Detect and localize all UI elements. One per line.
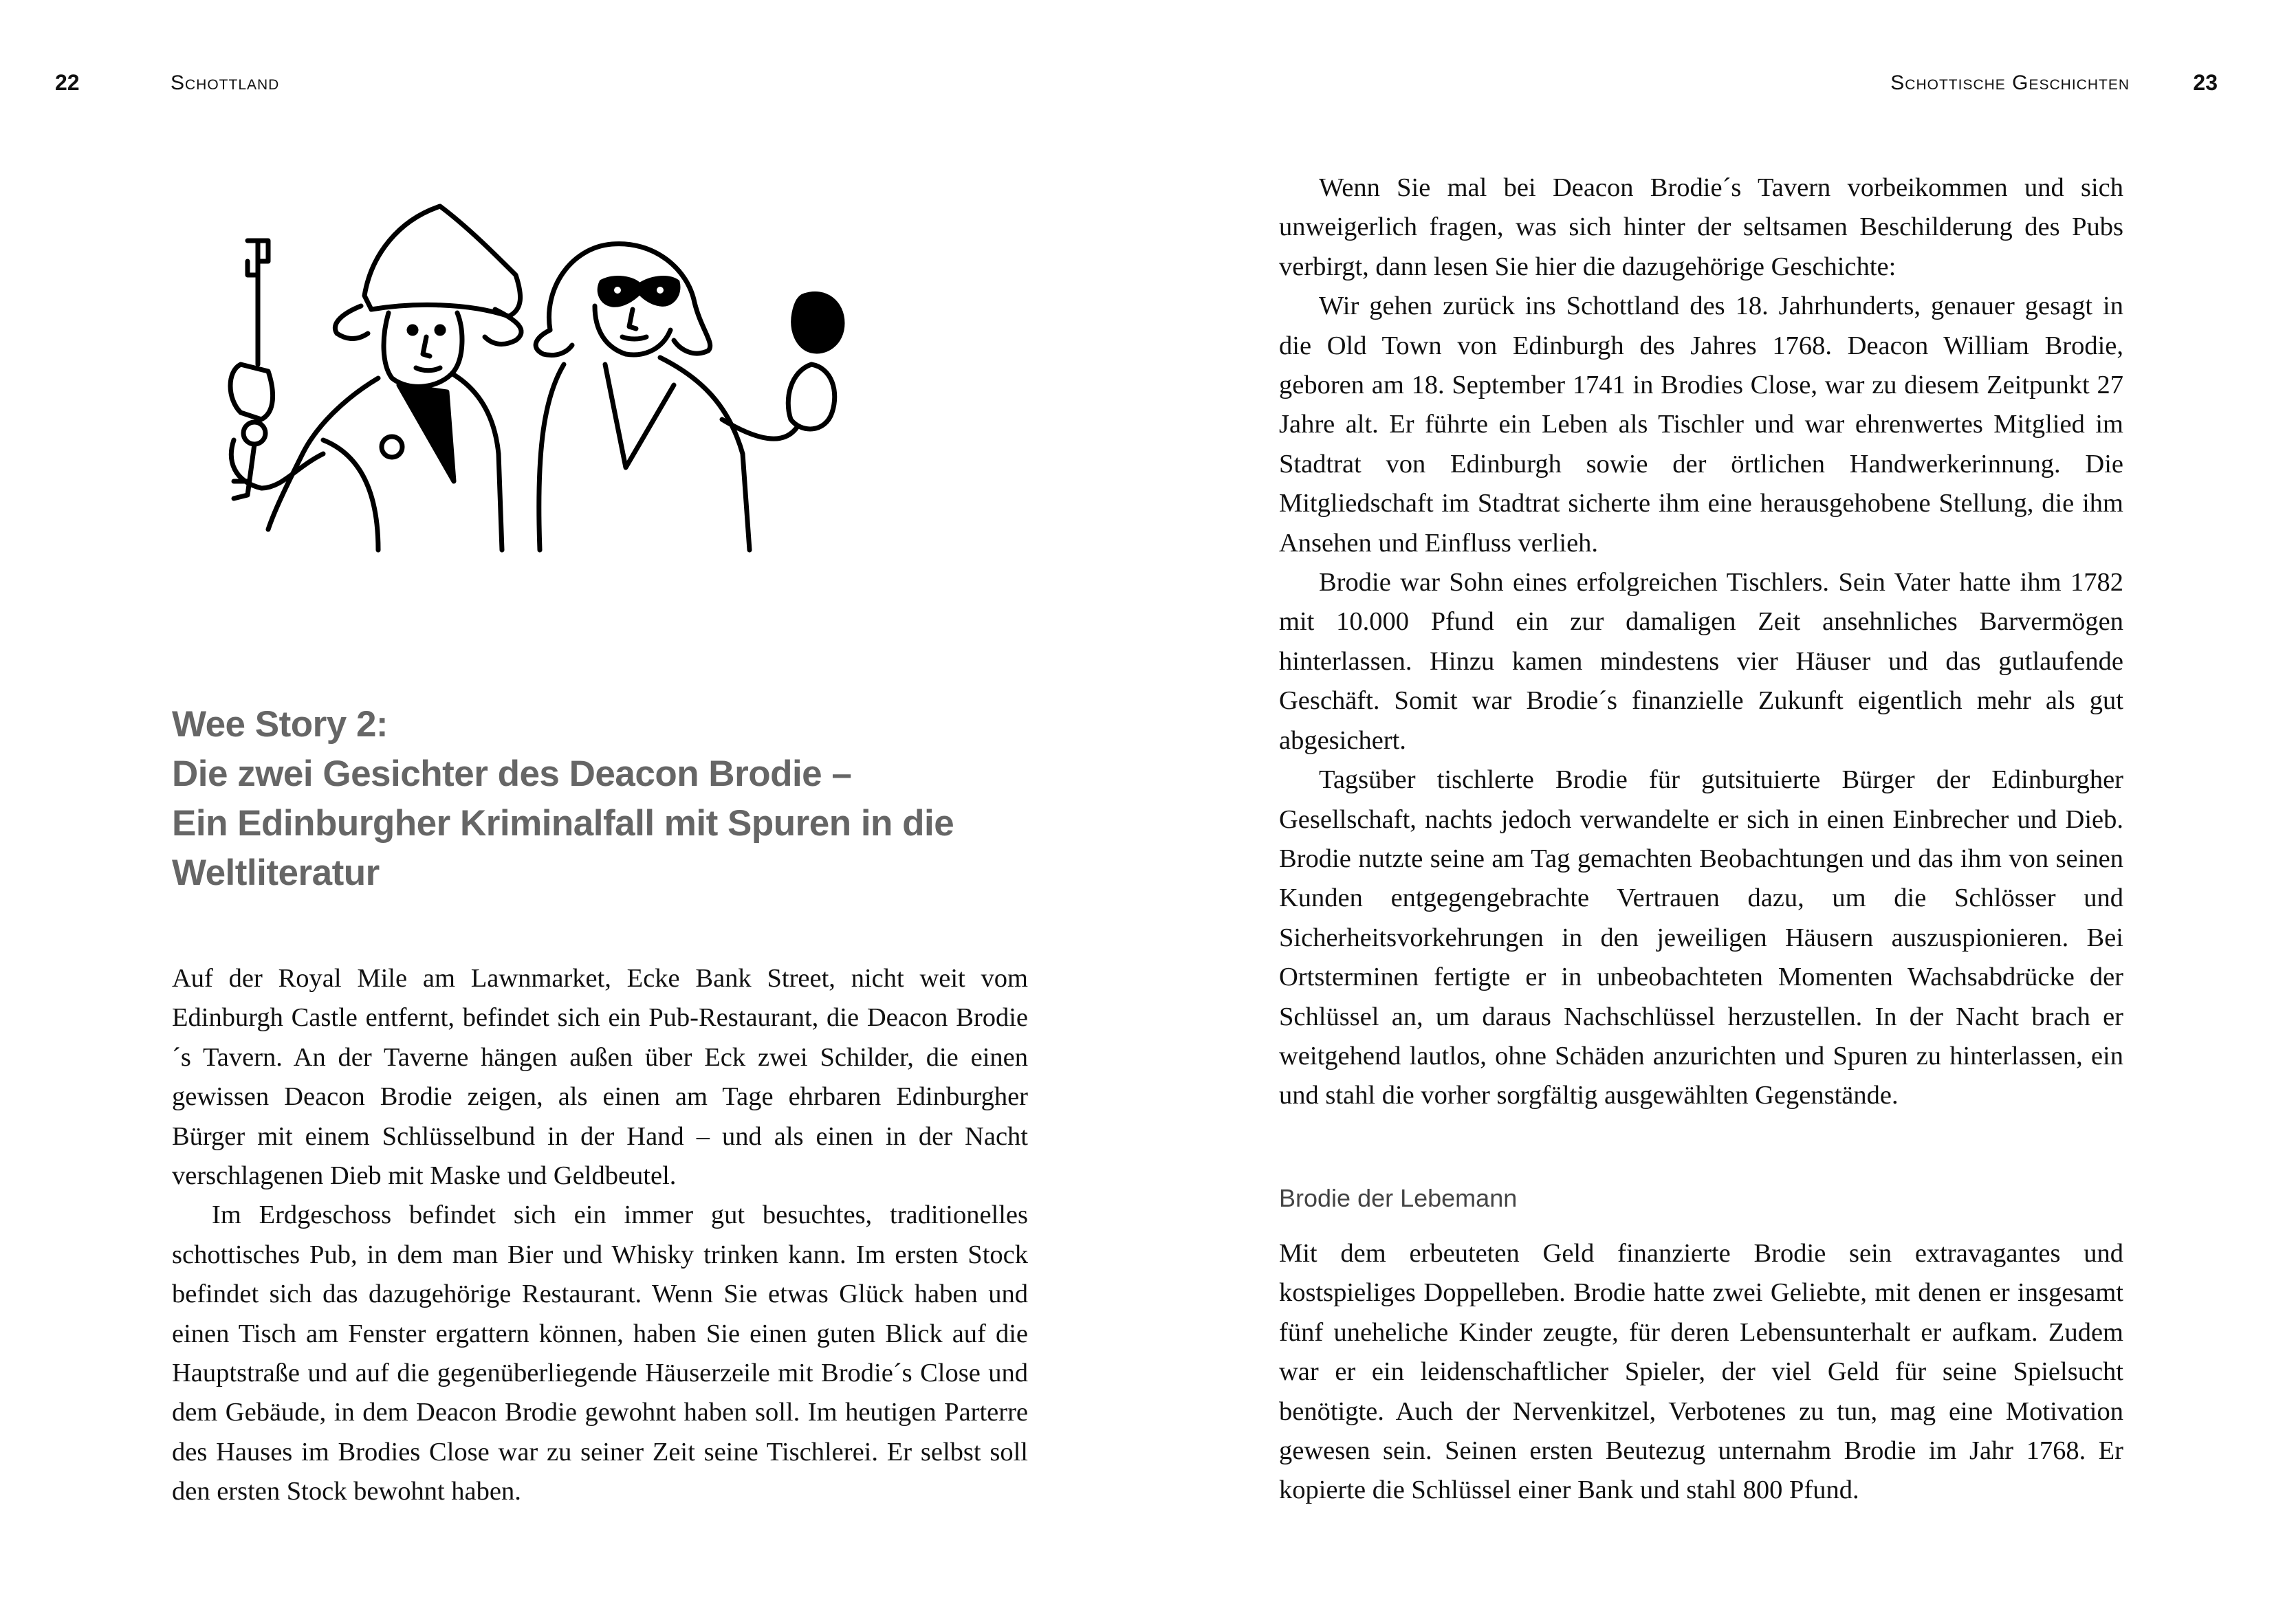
- right-coat: [539, 364, 564, 550]
- key-icon: [248, 241, 268, 364]
- left-hair: [335, 306, 368, 339]
- story-title-line: Weltliteratur: [172, 853, 380, 893]
- money-bag-icon: [788, 364, 835, 429]
- section-subheading: Brodie der Lebemann: [1279, 1184, 1518, 1212]
- deacon-brodie-illustration: [220, 193, 949, 619]
- running-head: Schottland: [171, 72, 280, 94]
- paragraph: Auf der Royal Mile am Lawnmarket, Ecke Bank Street, nicht weit vom Edinburgh Castle entfernt, befindet sich ein Pub-Restaurant, die Deacon Brodie´s Tavern. An der Taverne hängen außen über Eck zwei Schilder, die einen gewissen Deacon Brodie zeigen, als einen am Tage ehrbaren Edinburgher Bürger mit einem Schlüsselbund in der Hand – und als einen in der Nacht verschlagenen Dieb mit Maske und Geldbeutel.: [172, 964, 1028, 1191]
- paragraph: Wir gehen zurück ins Schottland des 18. Jahrhunderts, genauer gesagt in die Old Town von Edinburgh des Jahres 1768. Deacon William Brodie, geboren am 18. September 1741 in Brodies Close, war zu diesem Zeitpunkt 27 Jahre alt. Er führte ein Leben als Tischler und war ehrenwertes Mitglied im Stadtrat von Edinburgh sowie der örtlichen Handwerkerinnung. Die Mitgliedschaft im Stadtrat sicherte ihm eine herausgehobene Stellung, die ihm Ansehen und Einfluss verlieh.: [1279, 292, 2123, 558]
- story-title-line: Wee Story 2:: [172, 704, 389, 745]
- page-number: 23: [2193, 70, 2218, 95]
- paragraph: Mit dem erbeuteten Geld finanzierte Brodie sein extravagantes und kostspieliges Doppelleben. Brodie hatte zwei Geliebte, mit denen er insgesamt fünf uneheliche Kinder zeugte, für deren Lebensunterhalt er aufkam. Zudem war er ein leidenschaftlicher Spieler, der viel Geld für seine Spielsucht benötigte. Auch der Nervenkitzel, Verbotenes zu tun, mag eine Motivation gewesen sein. Seinen ersten Beutezug unternahm Brodie im Jahr 1768. Er kopierte die Schlüssel einer Bank und stahl 800 Pfund.: [1279, 1239, 2123, 1505]
- story-title-line: Ein Edinburgher Kriminalfall mit Spuren in die: [172, 803, 954, 844]
- paragraph: Tagsüber tischlerte Brodie für gutsituierte Bürger der Edinburgher Gesellschaft, nachts jedoch verwandelte er sich in einen Einbrecher und Dieb. Brodie nutzte seine am Tag gemachten Beobachtungen und das ihm von seinen Kunden entgegengebrachte Vertrauen dazu, um die Schlösser und Sicherheitsvorkehrungen in den jeweiligen Häusern auszuspionieren. Bei Ortsterminen fertigte er in unbeobachteten Momenten Wachsabdrücke der Schlüssel an, um daraus Nachschlüssel herzustellen. In der Nacht brach er weitgehend lautlos, ohne Schäden anzurichten und Spuren zu hinterlassen, ein und stahl die vorher sorgfältig ausgewählten Gegenstände.: [1279, 765, 2123, 1110]
- left-body-text: [172, 959, 1028, 1512]
- subsection-body-text: [1279, 1234, 2123, 1511]
- page-number: 22: [55, 70, 80, 95]
- mask-icon: [600, 278, 678, 305]
- right-body-text: [1279, 168, 2123, 1116]
- paragraph: Im Erdgeschoss befindet sich ein immer gut besuchtes, traditionelles schottisches Pub, in dem man Bier und Whisky trinken kann. Im ersten Stock befindet sich das dazugehörige Restaurant. Wenn Sie etwas Glück haben und einen Tisch am Fenster ergattern können, haben Sie einen guten Blick auf die Hauptstraße und auf die gegenüberliegende Häuserzeile mit Brodie´s Close und dem Gebäude, in dem Deacon Brodie gewohnt haben soll. Im heutigen Parterre des Hauses im Brodies Close war zu seiner Zeit seine Tischlerei. Er selbst soll den ersten Stock bewohnt haben.: [172, 1200, 1028, 1506]
- paragraph: Brodie war Sohn eines erfolgreichen Tischlers. Sein Vater hatte ihm 1782 mit 10.000 Pfund ein zur damaligen Zeit ansehnliches Barvermögen hinterlassen. Hinzu kamen mindestens vier Häuser und das gutlaufende Geschäft. Somit war Brodie´s finanzielle Zukunft eigentlich mehr als gut abgesichert.: [1279, 568, 2123, 755]
- hat-shape: [364, 206, 521, 316]
- story-title: [172, 700, 1031, 898]
- paragraph: Wenn Sie mal bei Deacon Brodie´s Tavern vorbeikommen und sich unweigerlich fragen, was sich hinter der seltsamen Beschilderung des Pubs verbirgt, dann lesen Sie hier die dazugehörige Geschichte:: [1279, 173, 2123, 281]
- running-head: Schottische Geschichten: [1890, 72, 2130, 94]
- story-title-line: Die zwei Gesichter des Deacon Brodie –: [172, 754, 852, 794]
